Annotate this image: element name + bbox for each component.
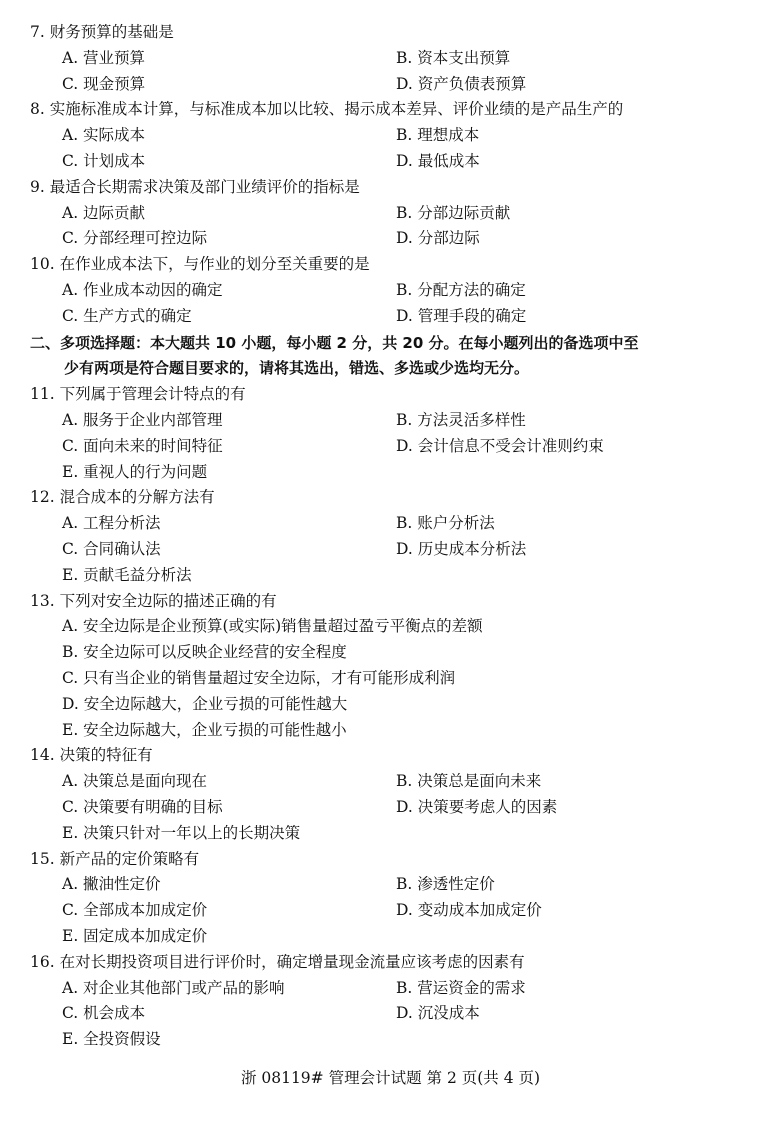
answer-option: C. 生产方式的确定 (62, 306, 192, 325)
question-stem (30, 487, 215, 507)
question-text: 在作业成本法下，与作业的划分至关重要的是 (59, 255, 370, 274)
section-instructions: 少有两项是符合题目要求的，请将其选出，错选、多选或少选均无分。 (64, 359, 530, 378)
answer-option: E. 全投资假设 (62, 1030, 161, 1049)
answer-option: A. 撇油性定价 (62, 875, 161, 894)
section-heading: 二、多项选择题：本大题共 10 小题，每小题 2 分，共 20 分。在每小题列出的备选项中至 (30, 333, 639, 352)
question-number: 10. (30, 255, 55, 274)
answer-option: D. 最低成本 (396, 152, 480, 170)
question-stem (30, 99, 623, 119)
answer-option: C. 计划成本 (62, 152, 146, 170)
question-number: 14. (30, 746, 55, 765)
answer-option: B. 安全边际可以反映企业经营的安全程度 (62, 643, 347, 662)
answer-option: B. 营运资金的需求 (396, 978, 526, 997)
question-text: 财务预算的基础是 (49, 23, 174, 41)
answer-option: A. 服务于企业内部管理 (62, 411, 223, 429)
answer-option: D. 分部边际 (396, 229, 480, 248)
answer-option: D. 资产负债表预算 (396, 74, 527, 93)
question-number: 11. (30, 385, 55, 404)
question-text: 下列对安全边际的描述正确的有 (59, 591, 277, 610)
answer-option: D. 管理手段的确定 (396, 306, 527, 325)
answer-option: E. 决策只针对一年以上的长期决策 (62, 823, 301, 842)
answer-option: D. 决策要考虑人的因素 (396, 798, 558, 816)
answer-option: A. 营业预算 (62, 48, 146, 67)
answer-option: A. 工程分析法 (62, 514, 161, 533)
question-number: 15. (30, 849, 55, 868)
question-stem (30, 745, 153, 765)
question-text: 最适合长期需求决策及部门业绩评价的指标是 (49, 177, 360, 196)
answer-option: B. 理想成本 (396, 126, 480, 145)
page-footer: 浙 08119# 管理会计试题 第 2 页(共 4 页) (240, 1069, 541, 1087)
answer-option: B. 决策总是面向未来 (396, 772, 542, 791)
answer-option: B. 账户分析法 (396, 514, 495, 533)
answer-option: D. 历史成本分析法 (396, 540, 527, 558)
question-number: 12. (30, 488, 55, 507)
answer-option: D. 变动成本加成定价 (396, 901, 542, 920)
question-number: 8. (30, 100, 45, 119)
answer-option: C. 机会成本 (62, 1004, 146, 1023)
answer-option: D. 安全边际越大，企业亏损的可能性越大 (62, 694, 348, 713)
answer-option: B. 渗透性定价 (396, 875, 495, 894)
answer-option: A. 边际贡献 (62, 203, 146, 222)
answer-option: E. 重视人的行为问题 (62, 462, 208, 481)
answer-option: B. 分配方法的确定 (396, 281, 526, 299)
answer-option: C. 合同确认法 (62, 540, 161, 558)
answer-option: A. 作业成本动因的确定 (62, 281, 223, 299)
answer-option: B. 资本支出预算 (396, 48, 511, 67)
answer-option: C. 全部成本加成定价 (62, 901, 208, 920)
answer-option: B. 方法灵活多样性 (396, 411, 526, 429)
answer-option: E. 安全边际越大，企业亏损的可能性越小 (62, 720, 347, 739)
question-text: 决策的特征有 (59, 746, 153, 765)
answer-option: C. 分部经理可控边际 (62, 229, 208, 248)
answer-option: C. 现金预算 (62, 74, 146, 93)
answer-option: D. 沉没成本 (396, 1004, 480, 1023)
question-number: 9. (30, 177, 45, 196)
question-text: 混合成本的分解方法有 (59, 488, 215, 507)
answer-option: C. 面向未来的时间特征 (62, 436, 223, 455)
answer-option: A. 决策总是面向现在 (62, 772, 208, 791)
question-stem (30, 591, 277, 611)
question-number: 13. (30, 591, 55, 610)
answer-option: A. 对企业其他部门或产品的影响 (62, 978, 285, 997)
question-stem (30, 254, 370, 274)
question-stem (30, 177, 360, 197)
question-text: 下列属于管理会计特点的有 (59, 385, 246, 404)
answer-option: C. 决策要有明确的目标 (62, 798, 223, 816)
answer-option: E. 贡献毛益分析法 (62, 565, 192, 584)
question-text: 在对长期投资项目进行评价时，确定增量现金流量应该考虑的因素有 (59, 952, 525, 971)
answer-option: A. 安全边际是企业预算(或实际)销售量超过盈亏平衡点的差额 (62, 617, 483, 636)
question-number: 7. (30, 23, 45, 41)
question-text: 实施标准成本计算，与标准成本加以比较、揭示成本差异、评价业绩的是产品生产的 (49, 100, 624, 119)
question-stem (30, 384, 246, 404)
answer-option: E. 固定成本加成定价 (62, 927, 208, 945)
question-stem (30, 22, 174, 42)
question-stem (30, 952, 525, 972)
question-stem (30, 849, 199, 869)
answer-option: A. 实际成本 (62, 126, 146, 145)
answer-option: C. 只有当企业的销售量超过安全边际，才有可能形成利润 (62, 669, 456, 687)
question-number: 16. (30, 952, 55, 971)
answer-option: D. 会计信息不受会计准则约束 (396, 436, 604, 455)
answer-option: B. 分部边际贡献 (396, 203, 511, 222)
question-text: 新产品的定价策略有 (59, 849, 200, 868)
